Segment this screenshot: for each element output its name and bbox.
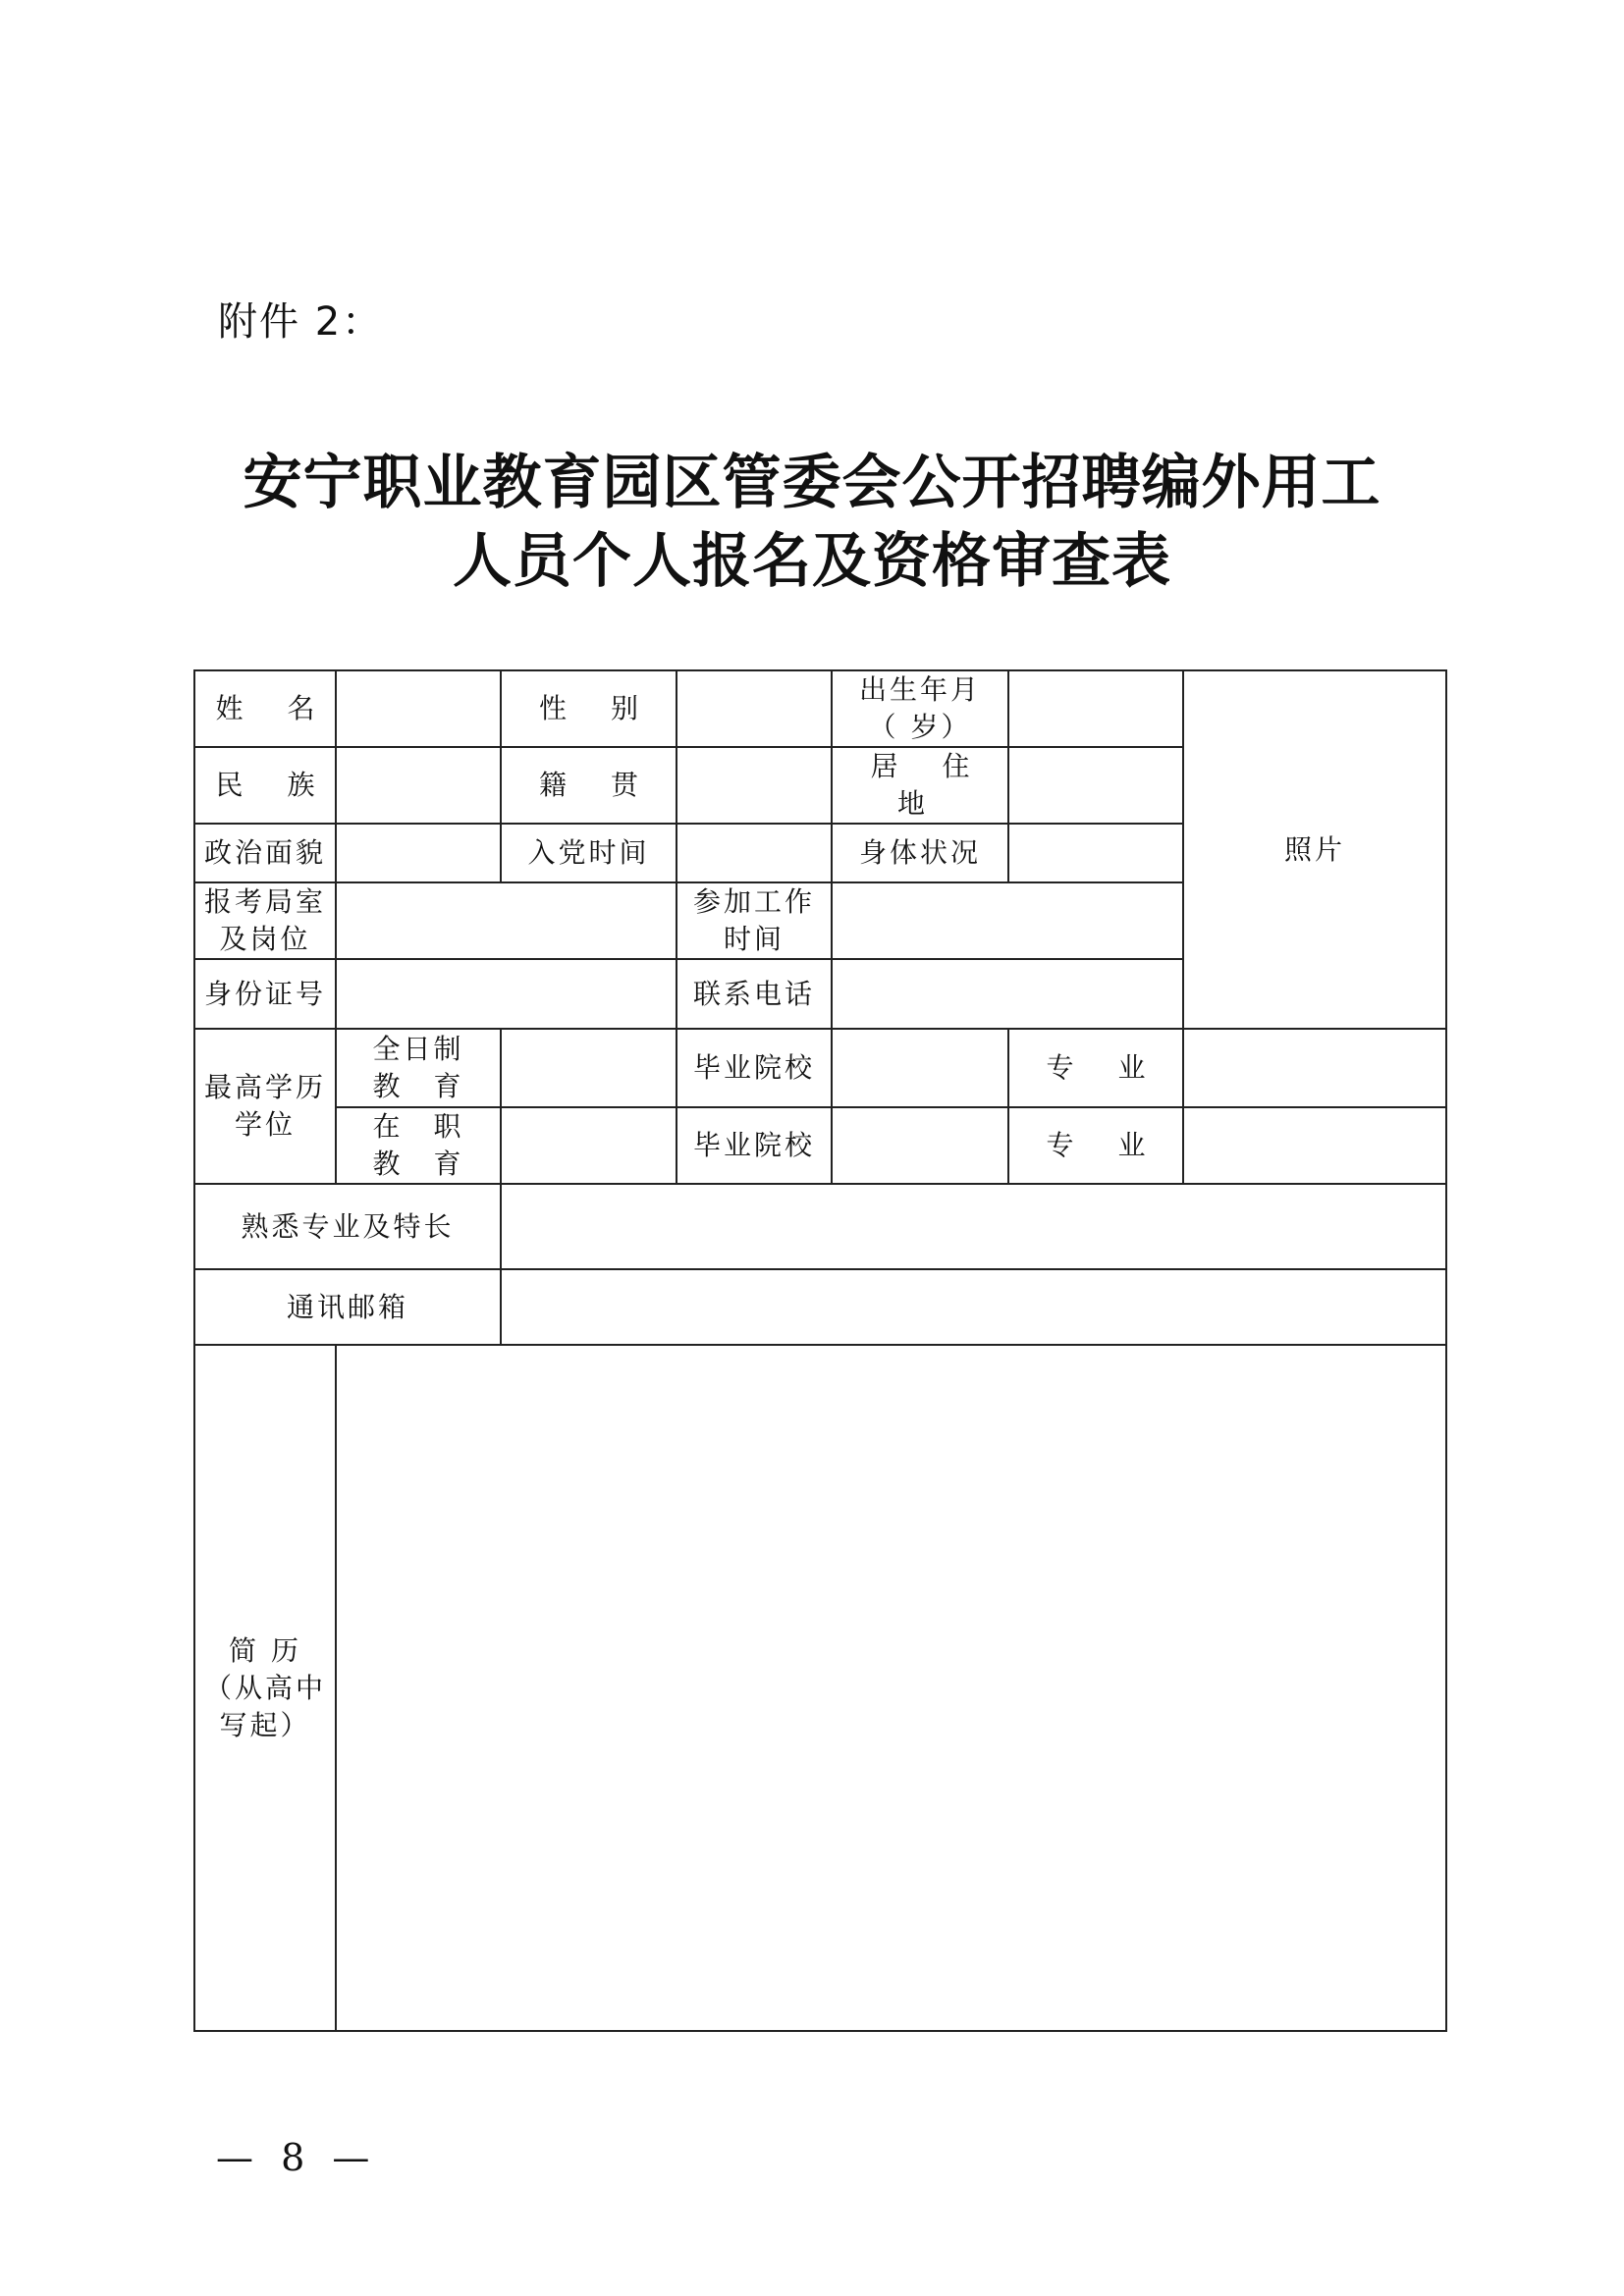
resume-label: 简 历 （从高中 写起） <box>194 1345 336 2031</box>
ethnicity-label: 民 族 <box>194 747 336 824</box>
political-status-field[interactable] <box>336 824 501 882</box>
fulltime-education-label: 全日制 教 育 <box>336 1029 501 1107</box>
applied-position-field[interactable] <box>336 882 677 959</box>
fulltime-major-field[interactable] <box>1183 1029 1446 1107</box>
name-field[interactable] <box>336 670 501 747</box>
form-title-line-1: 安宁职业教育园区管委会公开招聘编外用工 <box>243 449 1381 517</box>
phone-field[interactable] <box>832 959 1183 1029</box>
specialty-field[interactable] <box>501 1184 1446 1269</box>
inservice-major-label: 专 业 <box>1008 1107 1183 1184</box>
native-place-label: 籍 贯 <box>501 747 677 824</box>
photo-label: 照片 <box>1283 832 1345 866</box>
work-start-label: 参加工作 时间 <box>677 882 832 959</box>
inservice-school-label: 毕业院校 <box>677 1107 832 1184</box>
ethnicity-field[interactable] <box>336 747 501 824</box>
inservice-major-field[interactable] <box>1183 1107 1446 1184</box>
photo-box[interactable] <box>1183 670 1446 1029</box>
gender-label: 性 别 <box>501 670 677 747</box>
birth-field[interactable] <box>1008 670 1183 747</box>
email-label: 通讯邮箱 <box>194 1269 501 1345</box>
page-number: — 8 — <box>216 2136 378 2179</box>
native-place-field[interactable] <box>677 747 832 824</box>
fulltime-education-field[interactable] <box>501 1029 677 1107</box>
highest-education-label: 最高学历 学位 <box>194 1029 336 1184</box>
name-label: 姓 名 <box>194 670 336 747</box>
registration-form-table <box>193 669 1447 2032</box>
fulltime-school-field[interactable] <box>832 1029 1008 1107</box>
political-status-label: 政治面貌 <box>194 824 336 882</box>
residence-field[interactable] <box>1008 747 1183 824</box>
health-field[interactable] <box>1008 824 1183 882</box>
work-start-field[interactable] <box>832 882 1183 959</box>
id-number-label: 身份证号 <box>194 959 336 1029</box>
specialty-label: 熟悉专业及特长 <box>194 1184 501 1269</box>
party-time-field[interactable] <box>677 824 832 882</box>
birth-date-label: 出生年月 <box>858 673 981 706</box>
residence-label: 居 住 地 <box>832 747 1008 824</box>
gender-field[interactable] <box>677 670 832 747</box>
fulltime-school-label: 毕业院校 <box>677 1029 832 1107</box>
inservice-education-label: 在 职 教 育 <box>336 1107 501 1184</box>
birth-label <box>832 670 1008 747</box>
id-number-field[interactable] <box>336 959 677 1029</box>
inservice-school-field[interactable] <box>832 1107 1008 1184</box>
email-field[interactable] <box>501 1269 1446 1345</box>
form-title-line-2: 人员个人报名及资格审查表 <box>453 527 1171 596</box>
inservice-education-field[interactable] <box>501 1107 677 1184</box>
resume-field[interactable] <box>336 1345 1446 2031</box>
phone-label: 联系电话 <box>677 959 832 1029</box>
fulltime-major-label: 专 业 <box>1008 1029 1183 1107</box>
health-label: 身体状况 <box>832 824 1008 882</box>
attachment-label: 附件 2： <box>218 299 384 345</box>
party-time-label: 入党时间 <box>501 824 677 882</box>
age-label: （ 岁） <box>868 711 972 743</box>
applied-position-label: 报考局室 及岗位 <box>194 882 336 959</box>
